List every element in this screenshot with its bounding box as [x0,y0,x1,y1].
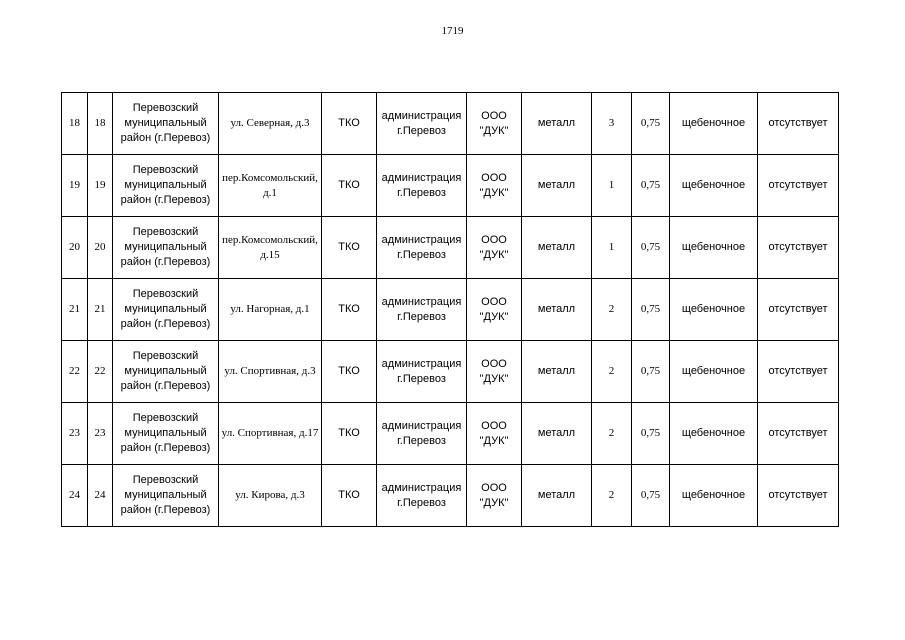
fence-cell: отсутствует [758,465,839,527]
fence-cell: отсутствует [758,403,839,465]
operator-cell: ООО "ДУК" [467,341,522,403]
operator-cell: ООО "ДУК" [467,279,522,341]
owner-cell: администрация г.Перевоз [377,279,467,341]
operator-cell: ООО "ДУК" [467,403,522,465]
address-cell: пер.Комсомольский, д.1 [219,155,322,217]
row-index-cell: 22 [88,341,113,403]
district-cell: Перевозский муниципальный район (г.Перевоз) [113,155,219,217]
material-cell: металл [522,93,592,155]
row-number-cell: 19 [62,155,88,217]
row-number-cell: 24 [62,465,88,527]
container-count-cell: 3 [592,93,632,155]
address-cell: ул. Спортивная, д.17 [219,403,322,465]
material-cell: металл [522,279,592,341]
address-cell: ул. Северная, д.3 [219,93,322,155]
row-index-cell: 20 [88,217,113,279]
material-cell: металл [522,341,592,403]
row-index-cell: 19 [88,155,113,217]
address-cell: ул. Нагорная, д.1 [219,279,322,341]
table-row [62,341,839,403]
container-count-cell: 2 [592,341,632,403]
row-number-cell: 20 [62,217,88,279]
container-volume-cell: 0,75 [632,217,670,279]
waste-type-cell: ТКО [322,465,377,527]
row-index-cell: 18 [88,93,113,155]
waste-type-cell: ТКО [322,403,377,465]
fence-cell: отсутствует [758,217,839,279]
fence-cell: отсутствует [758,279,839,341]
material-cell: металл [522,403,592,465]
district-cell: Перевозский муниципальный район (г.Перевоз) [113,279,219,341]
surface-type-cell: щебеночное [670,155,758,217]
waste-type-cell: ТКО [322,93,377,155]
table-row [62,155,839,217]
container-count-cell: 2 [592,465,632,527]
surface-type-cell: щебеночное [670,217,758,279]
owner-cell: администрация г.Перевоз [377,341,467,403]
district-cell: Перевозский муниципальный район (г.Перевоз) [113,465,219,527]
surface-type-cell: щебеночное [670,341,758,403]
fence-cell: отсутствует [758,155,839,217]
address-cell: ул. Спортивная, д.3 [219,341,322,403]
container-volume-cell: 0,75 [632,465,670,527]
owner-cell: администрация г.Перевоз [377,403,467,465]
container-volume-cell: 0,75 [632,341,670,403]
registry-table [61,92,839,527]
row-number-cell: 21 [62,279,88,341]
container-volume-cell: 0,75 [632,155,670,217]
address-cell: ул. Кирова, д.3 [219,465,322,527]
fence-cell: отсутствует [758,93,839,155]
container-count-cell: 2 [592,279,632,341]
container-count-cell: 2 [592,403,632,465]
surface-type-cell: щебеночное [670,465,758,527]
owner-cell: администрация г.Перевоз [377,93,467,155]
address-cell: пер.Комсомольский, д.15 [219,217,322,279]
waste-type-cell: ТКО [322,217,377,279]
surface-type-cell: щебеночное [670,403,758,465]
operator-cell: ООО "ДУК" [467,465,522,527]
row-index-cell: 24 [88,465,113,527]
container-volume-cell: 0,75 [632,93,670,155]
material-cell: металл [522,465,592,527]
row-number-cell: 18 [62,93,88,155]
container-volume-cell: 0,75 [632,403,670,465]
row-index-cell: 21 [88,279,113,341]
waste-type-cell: ТКО [322,341,377,403]
surface-type-cell: щебеночное [670,93,758,155]
row-number-cell: 23 [62,403,88,465]
row-number-cell: 22 [62,341,88,403]
operator-cell: ООО "ДУК" [467,217,522,279]
district-cell: Перевозский муниципальный район (г.Перевоз) [113,403,219,465]
waste-type-cell: ТКО [322,279,377,341]
surface-type-cell: щебеночное [670,279,758,341]
page-number: 1719 [441,25,464,37]
container-count-cell: 1 [592,155,632,217]
material-cell: металл [522,217,592,279]
material-cell: металл [522,155,592,217]
container-volume-cell: 0,75 [632,279,670,341]
table-row [62,465,839,527]
table-row [62,217,839,279]
owner-cell: администрация г.Перевоз [377,217,467,279]
district-cell: Перевозский муниципальный район (г.Перевоз) [113,93,219,155]
table-row [62,403,839,465]
container-count-cell: 1 [592,217,632,279]
operator-cell: ООО "ДУК" [467,93,522,155]
district-cell: Перевозский муниципальный район (г.Перевоз) [113,217,219,279]
operator-cell: ООО "ДУК" [467,155,522,217]
table-row [62,279,839,341]
owner-cell: администрация г.Перевоз [377,155,467,217]
row-index-cell: 23 [88,403,113,465]
table-row [62,93,839,155]
owner-cell: администрация г.Перевоз [377,465,467,527]
district-cell: Перевозский муниципальный район (г.Перевоз) [113,341,219,403]
waste-type-cell: ТКО [322,155,377,217]
fence-cell: отсутствует [758,341,839,403]
